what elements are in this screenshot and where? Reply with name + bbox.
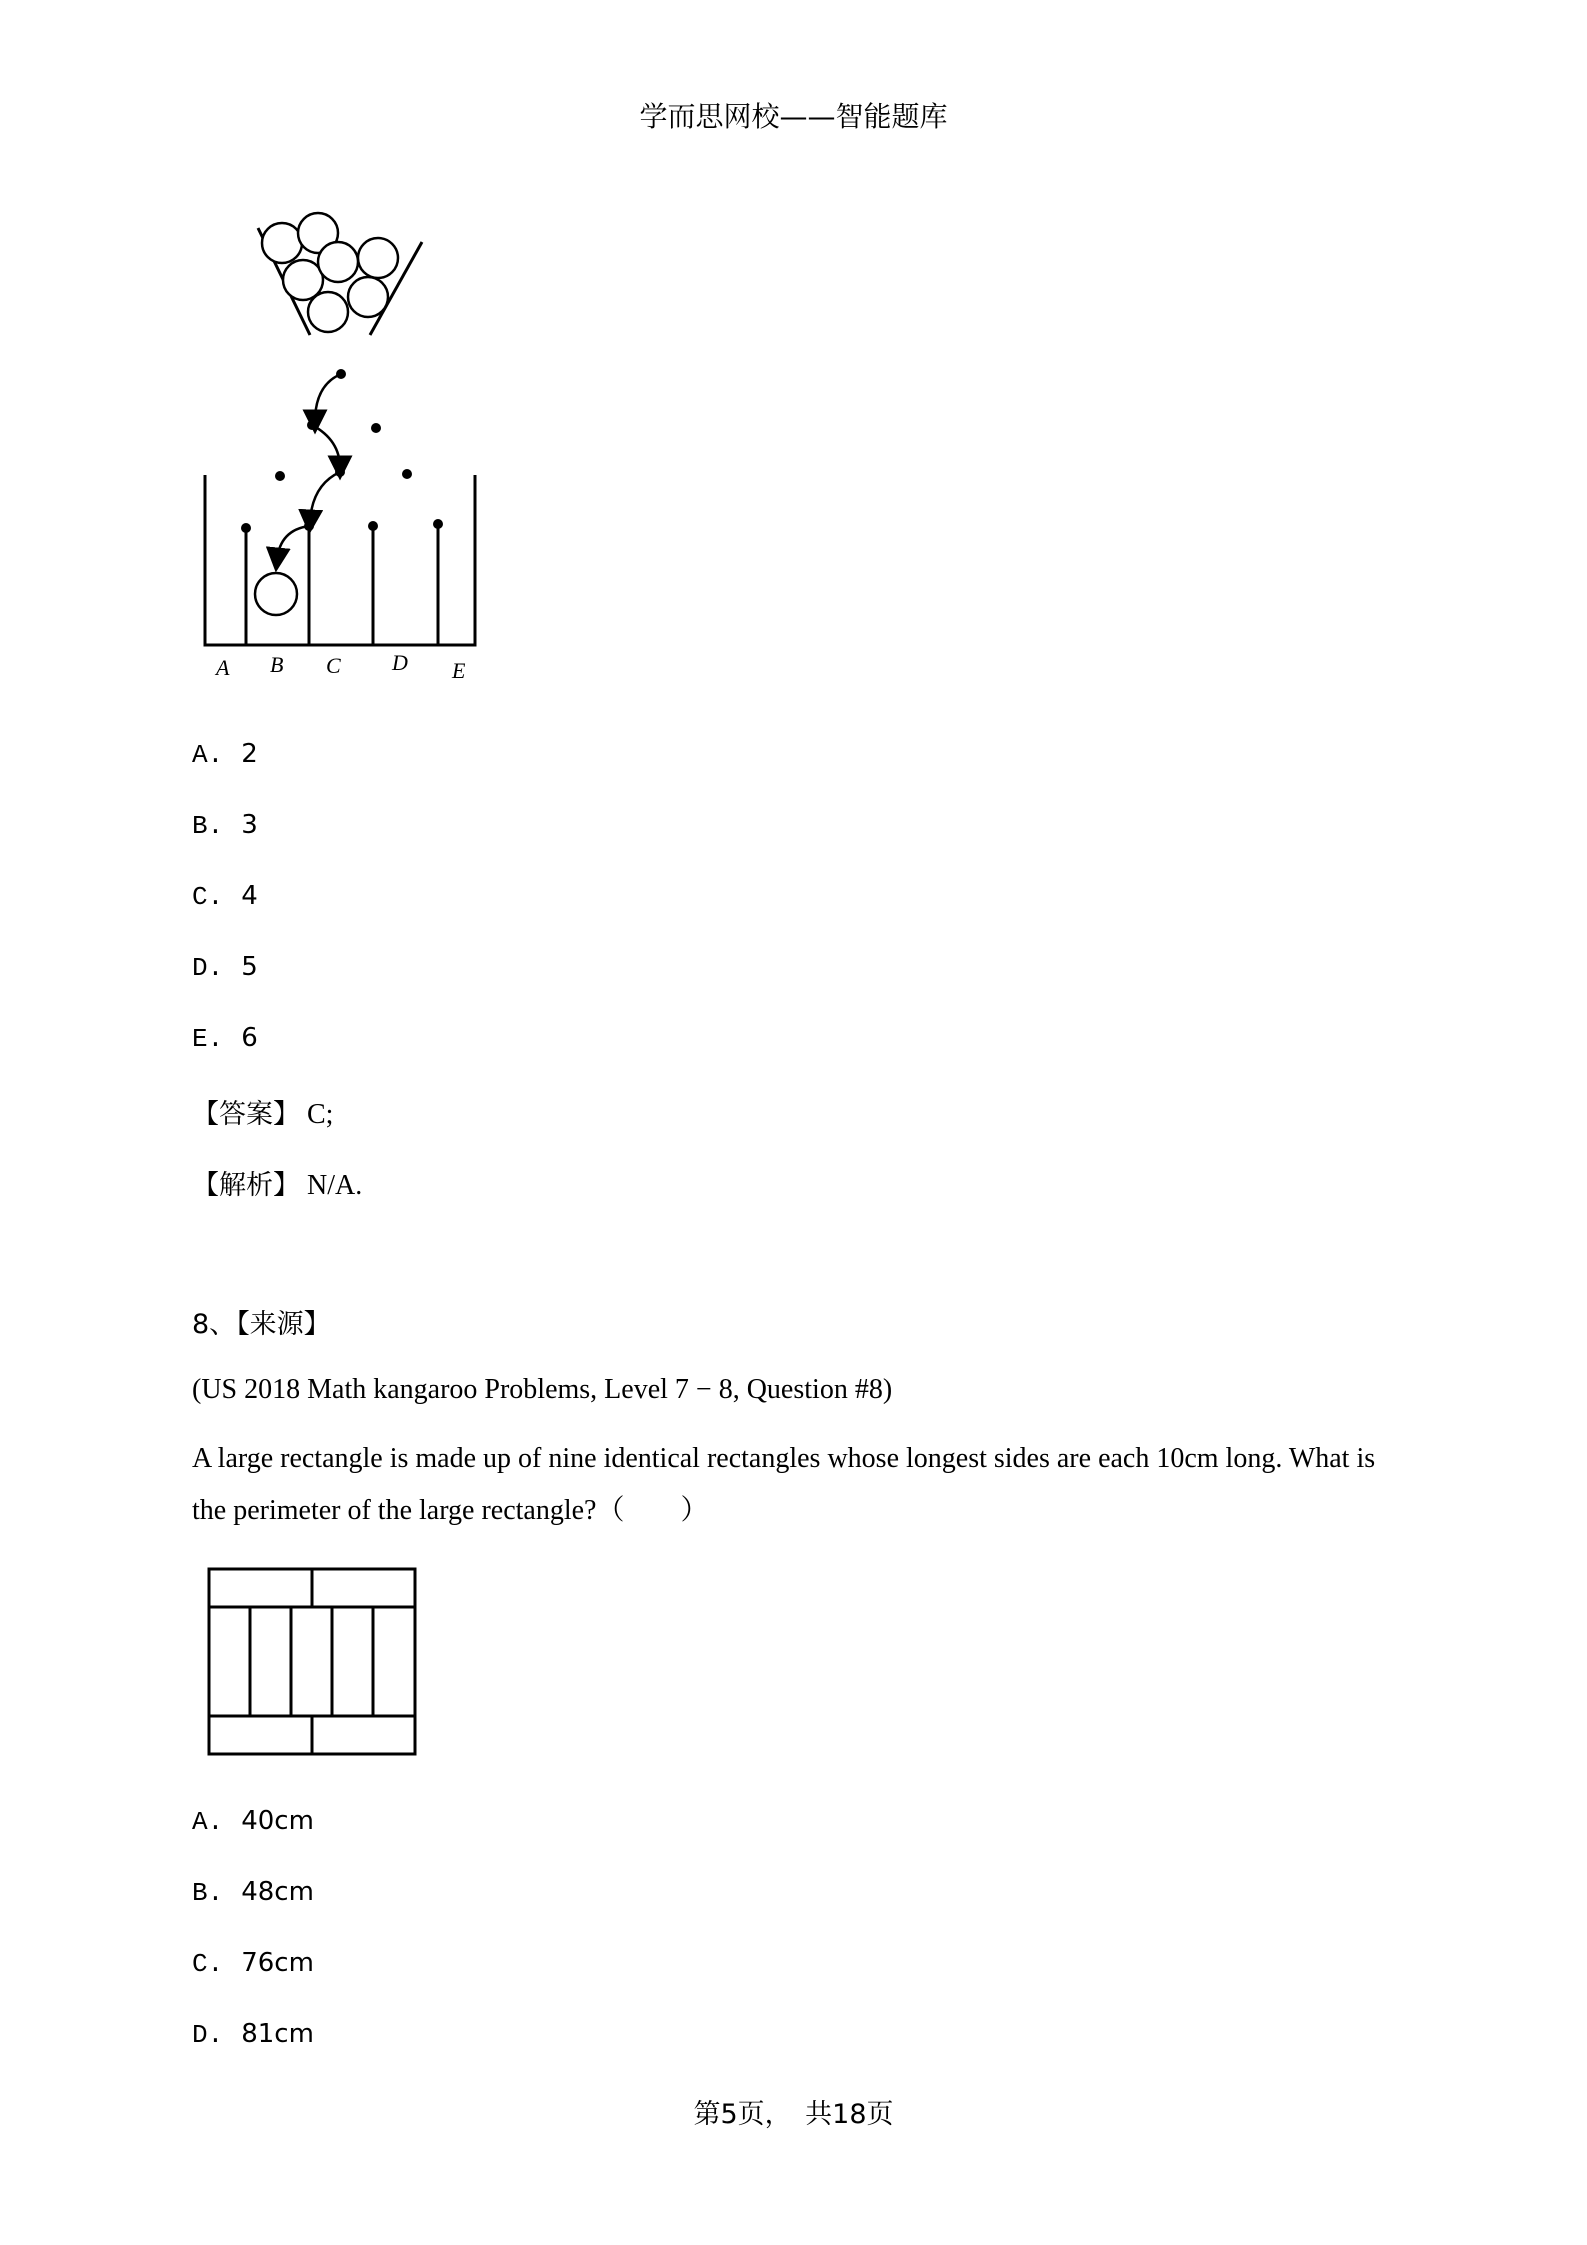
q7-analysis: 【解析】 N/A. [192,1170,363,1201]
q7-option-c: C. 4 [192,881,258,912]
q7-option-e: E. 6 [192,1023,258,1054]
pegboard-figure [190,200,490,700]
bin-label-a: A [216,655,230,680]
q8-option-a: A. 40cm [192,1806,314,1837]
rectangle-figure [205,1565,420,1760]
q7-option-d: D. 5 [192,952,258,983]
bin-label-d: D [392,650,408,675]
q8-source: (US 2018 Math kangaroo Problems, Level 7 − 8, Question #8) [192,1374,893,1405]
q8-option-b: B. 48cm [192,1877,314,1908]
q8-option-d: D. 81cm [192,2019,314,2050]
bin-label-e: E [452,658,466,683]
q8-option-c: C. 76cm [192,1948,314,1979]
q8-question: A large rectangle is made up of nine identical rectangles whose longest sides are each 10cm long. What is the perimeter of the large rectangle?（ ） [192,1443,1376,1526]
q7-answer: 【答案】 C; [192,1099,334,1130]
landed-ball [255,573,297,615]
page-header: 学而思网校——智能题库 [639,100,948,133]
funnel-balls [262,213,398,332]
bin-label-c: C [326,653,341,678]
q8-source-heading: 8、【来源】 [192,1309,331,1340]
pegs [241,369,443,533]
bin-label-b: B [270,652,284,677]
q7-option-b: B. 3 [192,810,258,841]
q7-option-a: A. 2 [192,739,258,770]
bins [205,475,475,645]
page-footer: 第5页， 共18页 [693,2099,894,2130]
